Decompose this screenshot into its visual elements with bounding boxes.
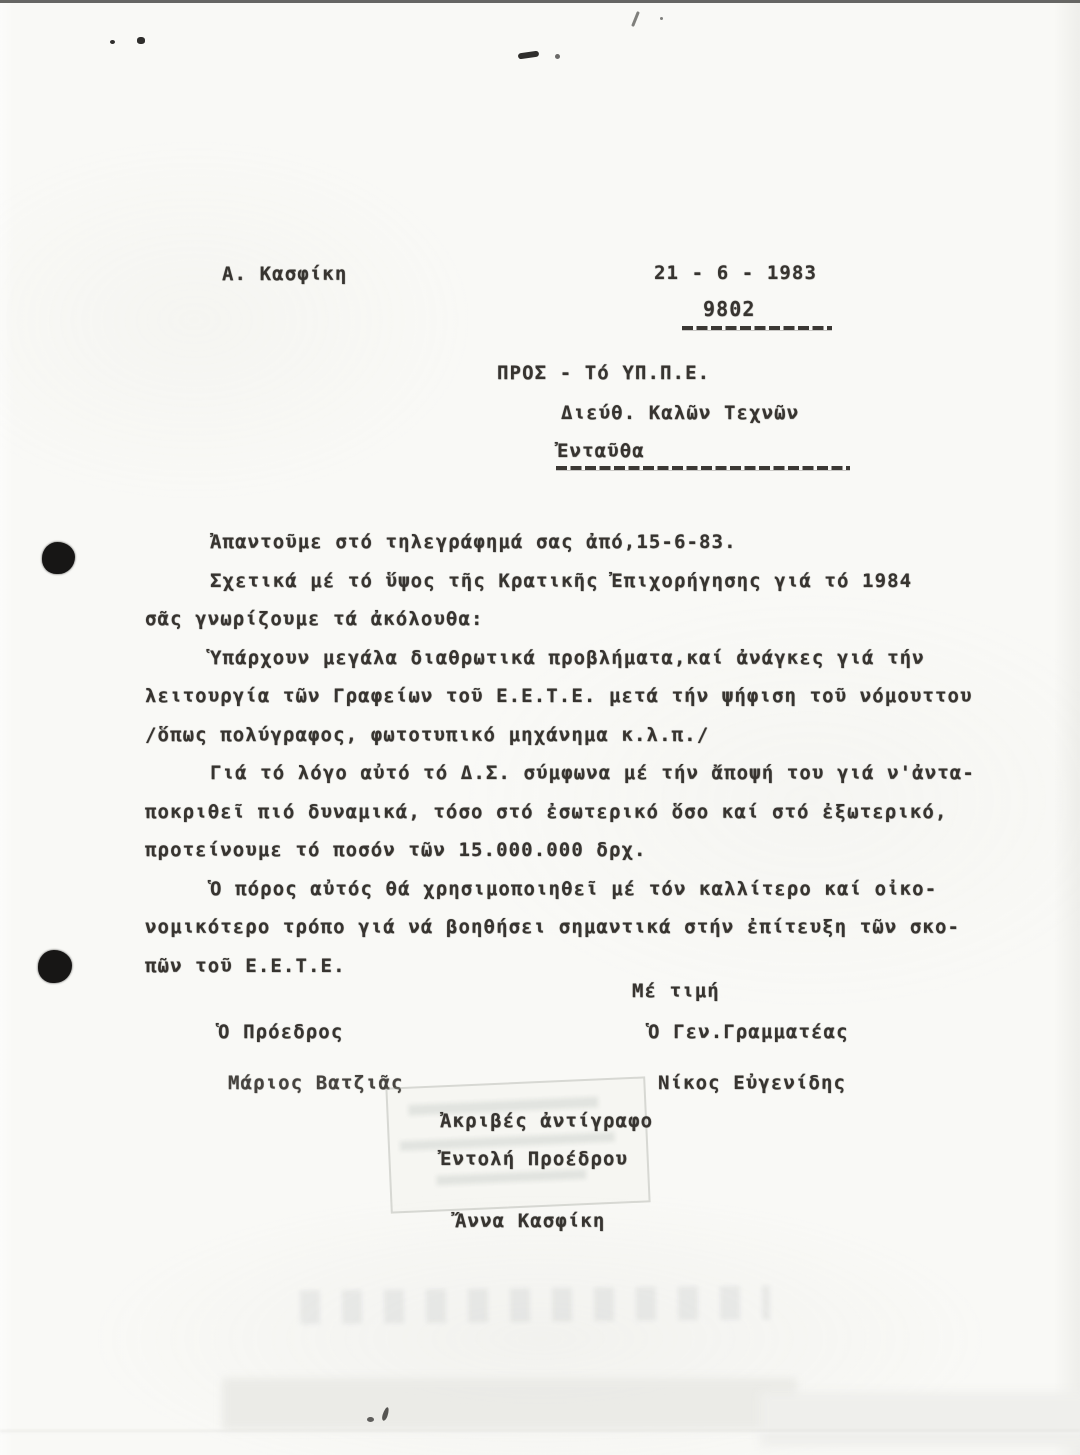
body-line: λειτουργία τῶν Γραφείων τοῦ Ε.Ε.Τ.Ε. μετά τήν ψήφιση τοῦ νόμουττου (145, 685, 973, 707)
hole-punch-mark (38, 950, 72, 983)
closing-salutation: Μέ τιμή (632, 980, 720, 1002)
recipient-place: Ἐνταῦθα (557, 440, 645, 462)
ink-speck (367, 1417, 374, 1422)
scan-shadow-wash (760, 1392, 1080, 1447)
recipient-department: Διεύθ. Καλῶν Τεχνῶν (561, 402, 800, 424)
scan-shadow-band (222, 1378, 797, 1430)
ink-speck (110, 40, 115, 44)
signature-name-president: Μάριος Βατζιᾶς (228, 1072, 404, 1094)
scan-bottom-edge (0, 1430, 1080, 1434)
hole-punch-mark (42, 542, 75, 574)
signature-title-secretary: Ὁ Γεν.Γραμματέας (648, 1021, 849, 1043)
protocol-underline (682, 326, 832, 330)
scan-top-edge (0, 0, 1080, 3)
body-line: Σχετικά μέ τό ὕψος τῆς Κρατικῆς Ἐπιχορήγησης γιά τό 1984 (210, 569, 913, 592)
pen-stroke-mark (631, 11, 640, 27)
signature-name-secretary: Νίκος Εὐγενίδης (658, 1072, 847, 1094)
certification-name: Ἄννα Κασφίκη (455, 1210, 606, 1232)
body-line: Ὑπάρχουν μεγάλα διαθρωτικά προβλήματα,καί ἀνάγκες γιά τήν (210, 646, 925, 669)
recipient-underline (556, 466, 850, 470)
protocol-number: 9802 (703, 297, 756, 321)
ink-speck (660, 17, 663, 20)
author-reference: Α. Κασφίκη (222, 263, 348, 285)
certification-line1: Ἀκριβές ἀντίγραφο (440, 1110, 654, 1132)
recipient-to-line: ΠΡΟΣ - Τό ΥΠ.Π.Ε. (497, 362, 711, 384)
ink-speck (555, 54, 560, 59)
signature-title-president: Ὁ Πρόεδρος (218, 1021, 344, 1043)
certification-line2: Ἐντολή Προέδρου (440, 1148, 629, 1170)
ink-smudge (518, 51, 540, 60)
body-line: Ἀπαντοῦμε στό τηλεγράφημά σας ἀπό,15-6-83. (210, 531, 737, 553)
body-line: νομικότερο τρόπο γιά νά βοηθήσει σημαντικά στήν ἐπίτευξη τῶν σκο- (145, 916, 961, 938)
body-line: πῶν τοῦ Ε.Ε.Τ.Ε. (145, 954, 346, 977)
body-line: σᾶς γνωρίζουμε τά ἀκόλουθα: (145, 608, 484, 630)
body-line: Ὁ πόρος αὐτός θά χρησιμοποιηθεῖ μέ τόν καλλίτερο καί οἰκο- (210, 877, 938, 900)
body-line: Γιά τό λόγο αὐτό τό Δ.Σ. σύμφωνα μέ τήν ἄποψή του γιά ν'ἀντα- (210, 762, 975, 784)
faint-rubber-stamp (385, 1076, 650, 1213)
letter-body (145, 523, 1025, 985)
body-line: προτείνουμε τό ποσόν τῶν 15.000.000 δρχ. (145, 839, 647, 861)
letter-date: 21 - 6 - 1983 (654, 262, 818, 284)
body-line: /ὅπως πολύγραφος, φωτοτυπικό μηχάνημα κ.λ.π./ (145, 723, 710, 746)
ink-speck (137, 37, 145, 44)
faint-ghost-marks (300, 1286, 770, 1325)
body-line: ποκριθεῖ πιό δυναμικά, τόσο στό ἐσωτερικό ὅσο καί στό ἐξωτερικό, (145, 800, 948, 823)
